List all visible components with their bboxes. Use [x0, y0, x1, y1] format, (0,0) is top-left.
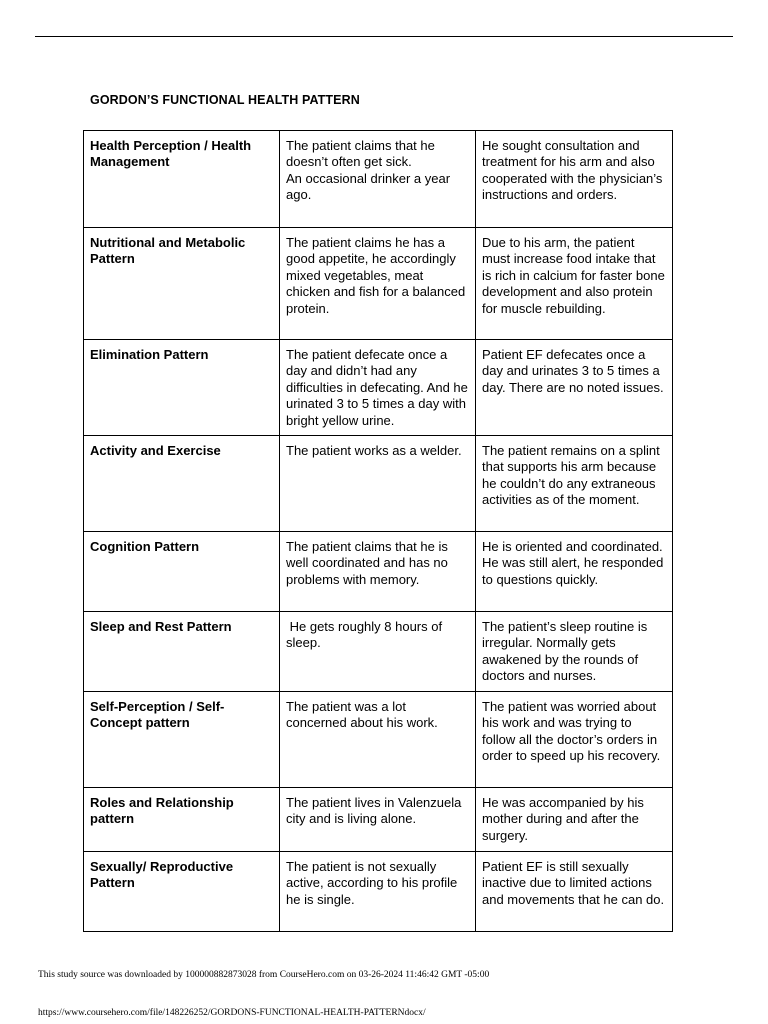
patient-claim-cell	[280, 612, 476, 692]
table-row	[84, 532, 673, 612]
table-row	[84, 340, 673, 436]
category-cell: Elimination Pattern	[84, 340, 280, 436]
category-cell: Health Perception / Health Management	[84, 131, 280, 228]
table-row	[84, 788, 673, 852]
assessment-cell: Patient EF defecates once a day and urinates 3 to 5 times a day. There are no noted issues.	[476, 340, 673, 436]
cell-line: He gets roughly 8 hours of sleep.	[286, 619, 443, 651]
cell-line: The patient is not sexually active, according to his profile he is single.	[286, 859, 458, 907]
category-cell: Nutritional and Metabolic Pattern	[84, 228, 280, 340]
assessment-cell: The patient was worried about his work and was trying to follow all the doctor’s orders in order to speed up his recovery.	[476, 692, 673, 788]
table-row	[84, 612, 673, 692]
download-source-note: This study source was downloaded by 100000882873028 from CourseHero.com on 03-26-2024 11:46:42 GMT -05:00	[38, 970, 490, 980]
cell-line: The patient claims that he doesn’t often get sick.	[286, 138, 435, 170]
cell-line: The patient defecate once a day and didn’t had any difficulties in defecating. And he urinated 3 to 5 times a day with bright yellow urine.	[286, 347, 468, 428]
table-row	[84, 692, 673, 788]
cell-line: The patient claims that he is well coordinated and has no problems with memory.	[286, 539, 448, 587]
cell-line: The patient was a lot concerned about his work.	[286, 699, 438, 731]
assessment-cell: He was accompanied by his mother during and after the surgery.	[476, 788, 673, 852]
table-row	[84, 228, 673, 340]
patient-claim-cell	[280, 340, 476, 436]
functional-health-table	[83, 130, 673, 932]
page-title: GORDON’S FUNCTIONAL HEALTH PATTERN	[90, 93, 360, 107]
assessment-cell: The patient’s sleep routine is irregular. Normally gets awakened by the rounds of doctors and nurses.	[476, 612, 673, 692]
table-row	[84, 852, 673, 932]
category-cell: Activity and Exercise	[84, 436, 280, 532]
patient-claim-cell	[280, 436, 476, 532]
cell-line: The patient works as a welder.	[286, 443, 462, 458]
patient-claim-cell	[280, 131, 476, 228]
category-cell: Sleep and Rest Pattern	[84, 612, 280, 692]
assessment-cell: He is oriented and coordinated. He was still alert, he responded to questions quickly.	[476, 532, 673, 612]
assessment-cell: The patient remains on a splint that supports his arm because he couldn’t do any extraneous activities as of the moment.	[476, 436, 673, 532]
cell-line: The patient claims he has a good appetite, he accordingly mixed vegetables, meat chicken and fish for a balanced protein.	[286, 235, 466, 316]
cell-line: An occasional drinker a year ago.	[286, 170, 451, 203]
cell-line: The patient lives in Valenzuela city and is living alone.	[286, 795, 462, 827]
patient-claim-cell	[280, 692, 476, 788]
patient-claim-cell	[280, 228, 476, 340]
category-cell: Cognition Pattern	[84, 532, 280, 612]
category-cell: Roles and Relationship pattern	[84, 788, 280, 852]
category-cell: Sexually/ Reproductive Pattern	[84, 852, 280, 932]
assessment-cell: Due to his arm, the patient must increase food intake that is rich in calcium for faster bone development and also protein for muscle rebuilding.	[476, 228, 673, 340]
patient-claim-cell	[280, 788, 476, 852]
table-row	[84, 436, 673, 532]
patient-claim-cell	[280, 532, 476, 612]
top-divider	[35, 36, 733, 37]
source-url[interactable]: https://www.coursehero.com/file/148226252/GORDONS-FUNCTIONAL-HEALTH-PATTERNdocx/	[38, 1008, 426, 1018]
table-row	[84, 131, 673, 228]
patient-claim-cell	[280, 852, 476, 932]
category-cell: Self-Perception / Self-Concept pattern	[84, 692, 280, 788]
assessment-cell: He sought consultation and treatment for his arm and also cooperated with the physician’s instructions and orders.	[476, 131, 673, 228]
assessment-cell: Patient EF is still sexually inactive due to limited actions and movements that he can do.	[476, 852, 673, 932]
